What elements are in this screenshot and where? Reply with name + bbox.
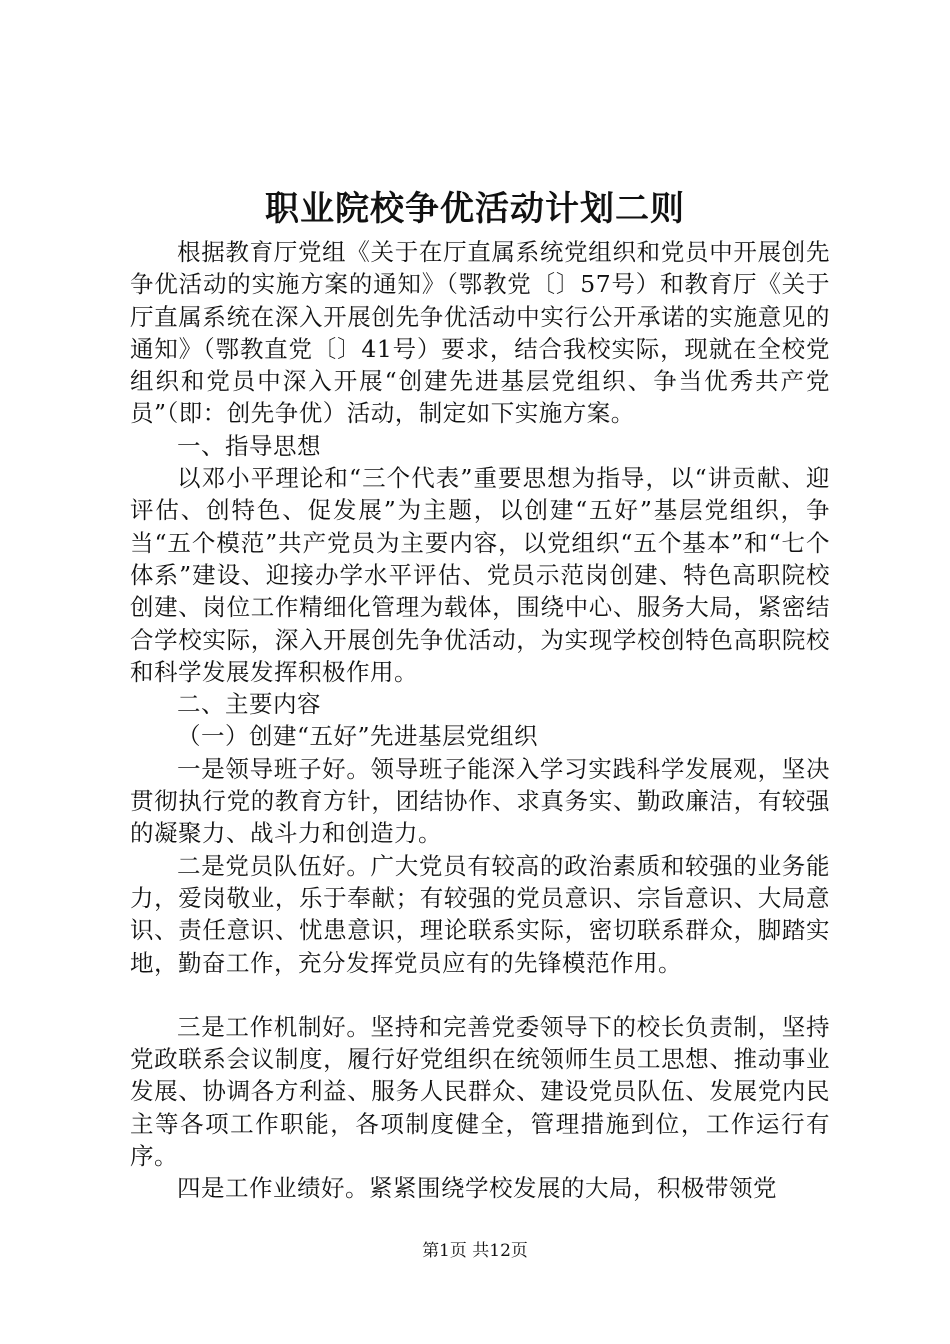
paragraph-leadership: 一是领导班子好。领导班子能深入学习实践科学发展观，坚决贯彻执行党的教育方针，团结协作、求真务实、勤政廉洁，有较强的凝聚力、战斗力和创造力。: [130, 754, 830, 848]
paragraph-party-members: 二是党员队伍好。广大党员有较高的政治素质和较强的业务能力，爱岗敬业，乐于奉献；有较强的党员意识、宗旨意识、大局意识、责任意识、忧患意识，理论联系实际，密切联系群众，脚踏实地，勤奋工作，充分发挥党员应有的先锋模范作用。: [130, 851, 830, 977]
subsection-heading-five-good: （一）创建“五好”先进基层党组织: [177, 722, 539, 751]
document-title: 职业院校争优活动计划二则: [265, 189, 685, 229]
paragraph-intro: 根据教育厅党组《关于在厅直属系统党组织和党员中开展创先争优活动的实施方案的通知》（鄂教党〔〕57号）和教育厅《关于厅直属系统在深入开展创先争优活动中实行公开承诺的实施意见的通知》（鄂教直党〔〕41号）要求，结合我校实际，现就在全校党组织和党员中深入开展“创建先进基层党组织、争当优秀共产党员”（即：创先争优）活动，制定如下实施方案。: [130, 238, 830, 428]
paragraph-work-mechanism: 三是工作机制好。坚持和完善党委领导下的校长负责制，坚持党政联系会议制度，履行好党组织在统领师生员工思想、推动事业发展、协调各方利益、服务人民群众、建设党员队伍、发展党内民主等各项工作职能，各项制度健全，管理措施到位，工作运行有序。: [130, 1012, 830, 1171]
paragraph-work-performance: 四是工作业绩好。紧紧围绕学校发展的大局，积极带领党: [177, 1174, 777, 1203]
paragraph-guiding-ideology: 以邓小平理论和“三个代表”重要思想为指导，以“讲贡献、迎评估、创特色、促发展”为主题，以创建“五好”基层党组织，争当“五个模范”共产党员为主要内容，以党组织“五个基本”和“七个体系”建设、迎接办学水平评估、党员示范岗创建、特色高职院校创建、岗位工作精细化管理为载体，围绕中心、服务大局，紧密结合学校实际，深入开展创先争优活动，为实现学校创特色高职院校和科学发展发挥积极作用。: [130, 464, 830, 686]
section-heading-guiding-ideology: 一、指导思想: [177, 431, 321, 460]
page-indicator: 第1页 共12页: [422, 1241, 528, 1261]
document-body: [130, 236, 830, 1205]
section-heading-main-content: 二、主要内容: [177, 690, 321, 719]
